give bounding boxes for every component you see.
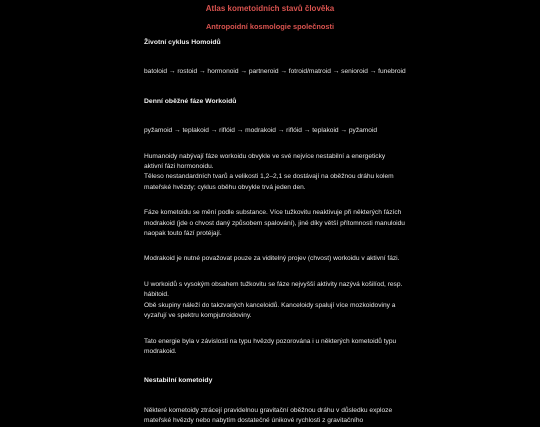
paragraph-orbit: Těleso nestandardních tvarů a velikosti 1,2–2,1 se dostávají na oběžnou dráhu kolem mateřské hvězdy; cyklus oběhu obvykle trvá jeden den. xyxy=(144,173,394,191)
section-heading-daily-phases: Denní oběžné fáze Workoidů xyxy=(144,97,237,105)
life-cycle-sequence: batoloid → rostoid → hormonoid → partneroid → fotroid/matroid → senioroid → funebroid xyxy=(144,68,406,76)
paragraph-workoid-phase: Humanoidy nabývají fáze workoidu obvykle ve své nejvíce nestabilní a energeticky aktivní fázi hormonoidu. xyxy=(144,152,386,171)
paragraph-kosiloid: U workoidů s vysokým obsahem tužkovitu se fáze nejvyšší aktivity nazývá košilíod, resp. hábitoid. xyxy=(144,280,403,299)
section-heading-unstable: Nestabilní kometoidy xyxy=(144,377,213,385)
section-heading-life-cycle: Životní cyklus Homoidů xyxy=(144,39,221,46)
paragraph-energy: Tato energie byla v závislosti na typu hvězdy pozorována i u některých kometoidů typu modrakoid. xyxy=(144,337,397,355)
daily-phases-sequence: pyžamoid → teplakoid → riflóid → modrakoid → riflóid → teplakoid → pyžamoid xyxy=(144,127,378,135)
paragraph-unstable: Některé kometoidy ztrácejí pravidelnou gravitační oběžnou dráhu v důsledku exploze mateřské hvězdy nebo nabytím dostatečné únikové rychlosti z gravitačního xyxy=(144,406,393,425)
page-subtitle: Antropoidní kosmologie společnosti xyxy=(205,22,335,31)
document-body xyxy=(144,38,406,427)
paragraph-modrakoid: Modrakoid je nutné považovat pouze za viditelný projev (chvost) workoidu v aktivní fázi. xyxy=(144,255,400,263)
paragraph-substance: Fáze kometoidu se mění podle substance. Více tužkovitu neaktivuje při některých fázích modrakoid (jde o chvost daný způsobem spalování), jiné díky větší přítomnosti manuloidu naopak touto fází protéjají. xyxy=(144,209,405,238)
page-title: Atlas kometoidních stavů člověka xyxy=(205,4,335,13)
paragraph-kanceloid: Obě skupiny náleží do takzvaných kanceloidů. Kanceloidy spalují více mozkoidoviny a vyzařují ve spektru kompjutroidoviny. xyxy=(144,301,396,320)
